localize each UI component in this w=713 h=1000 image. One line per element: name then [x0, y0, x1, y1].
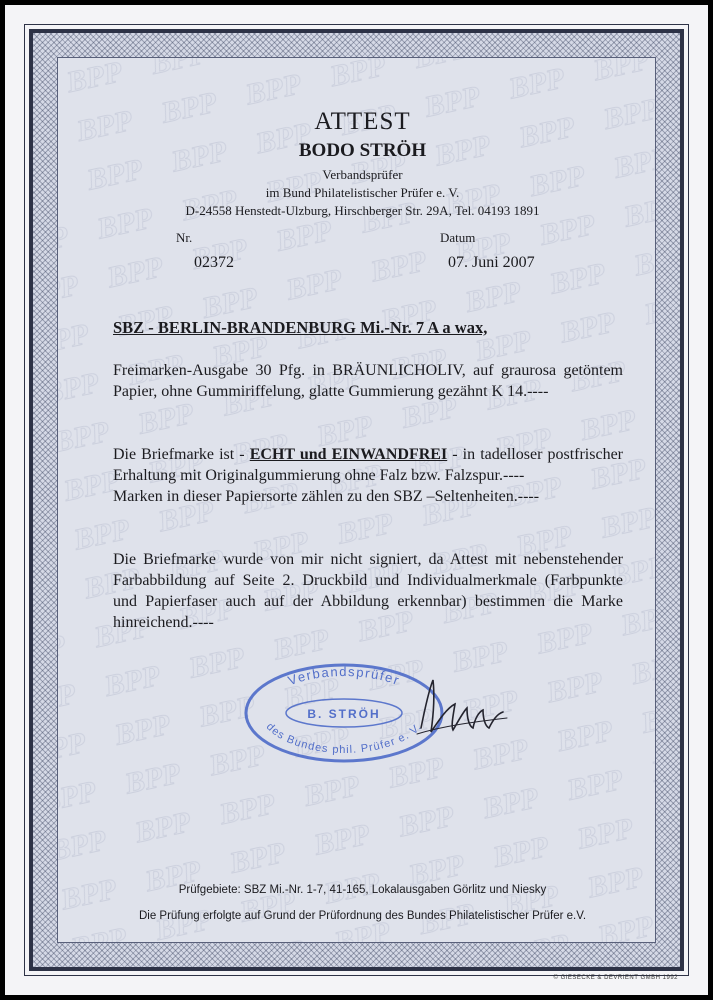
stamp-center-text: B. STRÖH — [307, 707, 381, 721]
examiner-signature — [403, 668, 513, 748]
description-paragraph: Freimarken-Ausgabe 30 Pfg. in BRÄUNLICHOLIV, auf graurosa getöntem Papier, ohne Gummiriffelung, glatte Gummierung gezähnt K 14.---- — [113, 362, 623, 400]
date-label: Datum — [440, 230, 476, 245]
certificate-number: 02372 — [194, 254, 234, 271]
examiner-association: im Bund Philatelistischer Prüfer e. V. — [265, 185, 460, 200]
assessment-rest: - in tadelloser postfrischer Erhaltung mit Originalgummierung ohne Falz bzw. Falzspur.---- — [113, 446, 624, 484]
rarity-note: Marken in dieser Papiersorte zählen zu den SBZ –Seltenheiten.---- — [113, 488, 540, 505]
assessment-paragraph — [113, 444, 623, 507]
assessment-intro: Die Briefmarke ist - — [113, 446, 250, 463]
examiner-role: Verbandsprüfer — [322, 167, 403, 182]
examination-scope: Prüfgebiete: SBZ Mi.-Nr. 1-7, 41-165, Lokalausgaben Görlitz und Niesky — [178, 884, 547, 896]
examiner-address: D-24558 Henstedt-Ulzburg, Hirschberger Str. 29A, Tel. 04193 1891 — [185, 203, 540, 218]
certificate-title: ATTEST — [314, 108, 411, 135]
genuine-flawless-emphasis: ECHT und EINWANDFREI — [249, 446, 448, 463]
certificate-sheet — [5, 5, 708, 995]
printer-imprint: © GIESECKE & DEVRIENT GMBH 1992 — [553, 975, 678, 981]
svg-text:des Bundes phil. Prüfer e. V. — [264, 721, 424, 756]
stamp-designation: SBZ - BERLIN-BRANDENBURG Mi.-Nr. 7 A a wax, — [113, 318, 488, 337]
stamp-bottom-text: des Bundes phil. Prüfer e. V. — [263, 720, 425, 757]
examiner-name: BODO STRÖH — [298, 140, 427, 161]
certificate-body — [57, 57, 656, 943]
number-label: Nr. — [176, 230, 193, 245]
examination-rules-note: Die Prüfung erfolgte auf Grund der Prüfordnung des Bundes Philatelistischer Prüfer e.V. — [138, 910, 587, 922]
signature-note-paragraph: Die Briefmarke wurde von mir nicht signiert, da Attest mit nebenstehender Farbabbildung auf Seite 2. Druckbild und Individualmerkmale (Farbpunkte und Papierfaser auch auf der Abbildung erkennbar) bestimmen die Marke hinreichend.---- — [113, 551, 623, 631]
stamp-top-text: Verbandsprüfer — [285, 663, 403, 689]
certificate-date: 07. Juni 2007 — [448, 254, 535, 271]
